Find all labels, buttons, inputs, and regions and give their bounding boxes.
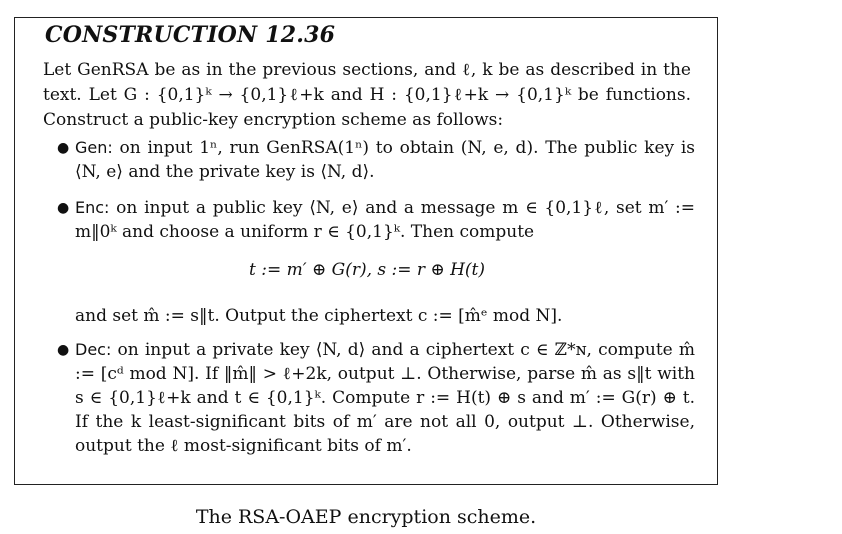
gen-text: on input 1ⁿ, run GenRSA(1ⁿ) to obtain (N, e, d). The public key is ⟨N, e⟩ and the private key is ⟨N, d⟩.: [75, 138, 696, 182]
construction-box: [14, 17, 718, 485]
construction-intro: Let GenRSA be as in the previous sections, and ℓ, k be as described in the text. Let G : {0,1}ᵏ → {0,1}ℓ+k and H : {0,1}ℓ+k → {0,1}ᵏ be functions. Construct a public-key encryption scheme as follows:: [43, 60, 691, 130]
gen-item: [57, 136, 696, 184]
bullet-icon: ●: [57, 342, 70, 358]
dec-text: on input a private key ⟨N, d⟩ and a ciphertext c ∈ ℤ*ɴ, compute m̂ := [cᵈ mod N]. If ‖m̂‖ > ℓ+2k, output ⊥. Otherwise, parse m̂ as s‖t with s ∈ {0,1}ℓ+k and t ∈ {0,1}ᵏ. Compute r := H(t) ⊕ s and m′ := G(r) ⊕ t. If the k least-significant bits of m′ are not all 0, output ⊥. Otherwise, output the ℓ most-significant bits of m′.: [75, 340, 695, 456]
enc-label: Enc:: [75, 198, 110, 217]
bullet-icon: ●: [57, 140, 70, 156]
construction-title: CONSTRUCTION 12.36: [45, 22, 336, 48]
enc-after: and set m̂ := s‖t. Output the ciphertext c := [m̂ᵉ mod N].: [75, 306, 563, 326]
enc-item: [57, 196, 696, 244]
dec-label: Dec:: [75, 340, 112, 359]
gen-label: Gen:: [75, 138, 113, 157]
dec-item: [57, 338, 695, 458]
figure-caption: The RSA-OAEP encryption scheme.: [195, 506, 537, 528]
enc-equation: t := m′ ⊕ G(r), s := r ⊕ H(t): [248, 260, 486, 280]
bullet-icon: ●: [57, 200, 70, 216]
enc-text: on input a public key ⟨N, e⟩ and a message m ∈ {0,1}ℓ, set m′ := m‖0ᵏ and choose a uniform r ∈ {0,1}ᵏ. Then compute: [75, 198, 696, 242]
